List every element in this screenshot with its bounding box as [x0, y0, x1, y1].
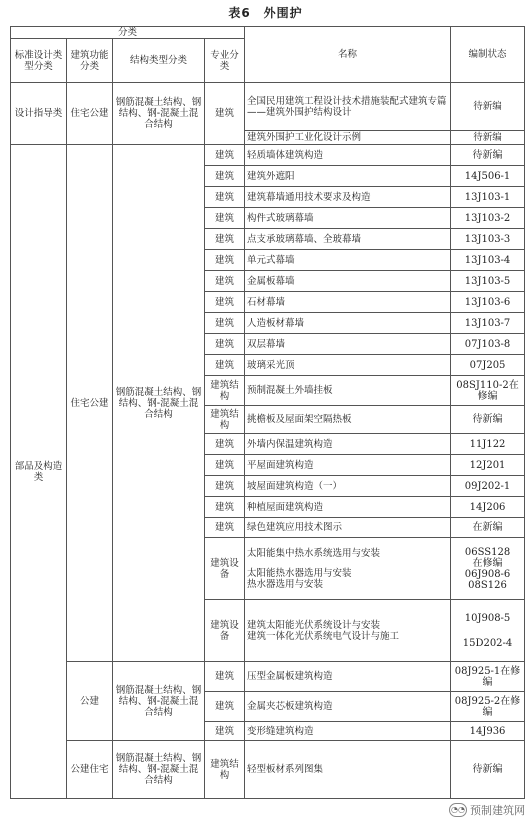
cell-profession: 建筑结构	[205, 406, 245, 434]
cell-profession: 建筑	[205, 497, 245, 518]
cell-status: 待新编	[451, 741, 525, 799]
header-status: 编制状态	[451, 27, 525, 83]
cell-profession: 建筑	[205, 313, 245, 334]
header-structure: 结构类型分类	[113, 39, 205, 83]
cell-status: 在新编	[451, 518, 525, 538]
cell-status: 08J925-1在修编	[451, 662, 525, 692]
cell-structure: 钢筋混凝土结构、钢结构、钢-混凝土混合结构	[113, 83, 205, 145]
cell-name	[245, 538, 451, 600]
cell-status	[451, 600, 525, 662]
cell-status: 07J103-8	[451, 334, 525, 355]
cell-profession: 建筑	[205, 187, 245, 208]
solar1-status-1: 06SS128	[464, 546, 511, 558]
cell-status: 13J103-5	[451, 271, 525, 292]
cell-profession: 建筑	[205, 229, 245, 250]
cell-name: 金属板幕墙	[245, 271, 451, 292]
solar1-status-1b: 在修编	[472, 557, 503, 569]
cell-profession: 建筑	[205, 476, 245, 497]
cell-name: 人造板材幕墙	[245, 313, 451, 334]
cell-name: 构件式玻璃幕墙	[245, 208, 451, 229]
cell-name: 坡屋面建筑构造（一）	[245, 476, 451, 497]
cell-status: 待新编	[451, 131, 525, 145]
cell-name: 建筑外围护工业化设计示例	[245, 131, 451, 145]
cell-status: 08J925-2在修编	[451, 692, 525, 722]
cell-design-type: 部品及构造类	[11, 145, 67, 799]
cell-name: 变形缝建筑构造	[245, 722, 451, 741]
cell-profession: 建筑	[205, 145, 245, 166]
solar1-status-3: 08S126	[468, 579, 507, 591]
solar1-name-1: 太阳能集中热水系统选用与安装	[247, 547, 381, 559]
cell-name: 平屋面建筑构造	[245, 455, 451, 476]
cell-status: 13J103-3	[451, 229, 525, 250]
cell-status: 08SJ110-2在修编	[451, 376, 525, 406]
solar1-name-2: 太阳能热水器选用与安装	[247, 567, 352, 579]
table-title: 表6 外围护	[228, 6, 303, 20]
cell-name: 点支承玻璃幕墙、全玻幕墙	[245, 229, 451, 250]
cell-name: 绿色建筑应用技术图示	[245, 518, 451, 538]
table-row	[11, 741, 525, 799]
header-function: 建筑功能分类	[67, 39, 113, 83]
solar2-status-1: 10J908-5	[464, 612, 511, 624]
cell-name: 建筑幕墙通用技术要求及构造	[245, 187, 451, 208]
cell-name: 单元式幕墙	[245, 250, 451, 271]
cell-profession: 建筑结构	[205, 741, 245, 799]
cell-status: 13J103-7	[451, 313, 525, 334]
cell-status: 待新编	[451, 406, 525, 434]
watermark-text: 预制建筑网	[470, 804, 525, 817]
cell-function: 住宅公建	[67, 145, 113, 662]
cell-status	[451, 538, 525, 600]
cell-status: 14J936	[451, 722, 525, 741]
solar1-name-3: 热水器选用与安装	[247, 578, 324, 590]
cell-profession: 建筑	[205, 662, 245, 692]
cell-status: 09J202-1	[451, 476, 525, 497]
cell-name: 金属夹芯板建筑构造	[245, 692, 451, 722]
table-row	[11, 145, 525, 166]
header-profession: 专业分类	[205, 39, 245, 83]
cell-status: 07J205	[451, 355, 525, 376]
cell-profession: 建筑	[205, 355, 245, 376]
solar1-status-2: 06J908-6	[464, 568, 511, 580]
cell-profession: 建筑	[205, 434, 245, 455]
cell-status: 13J103-1	[451, 187, 525, 208]
cell-profession: 建筑设备	[205, 538, 245, 600]
cell-profession: 建筑	[205, 208, 245, 229]
cell-status: 待新编	[451, 83, 525, 131]
cell-name: 石材幕墙	[245, 292, 451, 313]
cell-name: 全国民用建筑工程设计技术措施装配式建筑专篇——建筑外围护结构设计	[245, 83, 451, 131]
header-group: 分类	[11, 27, 245, 39]
cell-status: 13J103-2	[451, 208, 525, 229]
cell-profession: 建筑	[205, 692, 245, 722]
table-row	[11, 662, 525, 692]
cell-structure: 钢筋混凝土结构、钢结构、钢-混凝土混合结构	[113, 662, 205, 741]
cell-profession: 建筑	[205, 722, 245, 741]
cell-profession: 建筑	[205, 455, 245, 476]
cell-profession: 建筑	[205, 166, 245, 187]
cell-function: 住宅公建	[67, 83, 113, 145]
header-design-type: 标准设计类型分类	[11, 39, 67, 83]
cell-status: 13J103-6	[451, 292, 525, 313]
cell-profession: 建筑结构	[205, 376, 245, 406]
cell-status: 13J103-4	[451, 250, 525, 271]
solar2-name-2: 建筑一体化光伏系统电气设计与施工	[247, 630, 400, 642]
cell-profession: 建筑	[205, 518, 245, 538]
cell-status: 14J506-1	[451, 166, 525, 187]
cell-function: 公建住宅	[67, 741, 113, 799]
cell-name: 挑檐板及屋面架空隔热板	[245, 406, 451, 434]
cell-status: 14J206	[451, 497, 525, 518]
standards-table	[10, 26, 525, 799]
cell-name: 种植屋面建筑构造	[245, 497, 451, 518]
cell-name: 压型金属板建筑构造	[245, 662, 451, 692]
cell-name: 轻型板材系列图集	[245, 741, 451, 799]
cell-profession: 建筑	[205, 271, 245, 292]
table-row	[11, 83, 525, 131]
cell-status: 11J122	[451, 434, 525, 455]
cell-function: 公建	[67, 662, 113, 741]
cell-profession: 建筑	[205, 83, 245, 145]
cell-structure: 钢筋混凝土结构、钢结构、钢-混凝土混合结构	[113, 145, 205, 662]
cell-profession: 建筑设备	[205, 600, 245, 662]
cell-name: 建筑外遮阳	[245, 166, 451, 187]
watermark	[449, 802, 525, 818]
cell-design-type: 设计指导类	[11, 83, 67, 145]
table-header-row	[11, 27, 525, 39]
cell-name: 玻璃采光顶	[245, 355, 451, 376]
cell-profession: 建筑	[205, 334, 245, 355]
wechat-icon: ◔◔	[449, 803, 467, 817]
cell-profession: 建筑	[205, 292, 245, 313]
cell-name: 轻质墙体建筑构造	[245, 145, 451, 166]
cell-name	[245, 600, 451, 662]
cell-profession: 建筑	[205, 250, 245, 271]
header-name: 名称	[245, 27, 451, 83]
solar2-name-1: 建筑太阳能光伏系统设计与安装	[247, 619, 381, 631]
cell-status: 12J201	[451, 455, 525, 476]
cell-status: 待新编	[451, 145, 525, 166]
cell-name: 外墙内保温建筑构造	[245, 434, 451, 455]
cell-name: 双层幕墙	[245, 334, 451, 355]
solar2-status-2: 15D202-4	[462, 637, 513, 649]
cell-structure: 钢筋混凝土结构、钢结构、钢-混凝土混合结构	[113, 741, 205, 799]
cell-name: 预制混凝土外墙挂板	[245, 376, 451, 406]
